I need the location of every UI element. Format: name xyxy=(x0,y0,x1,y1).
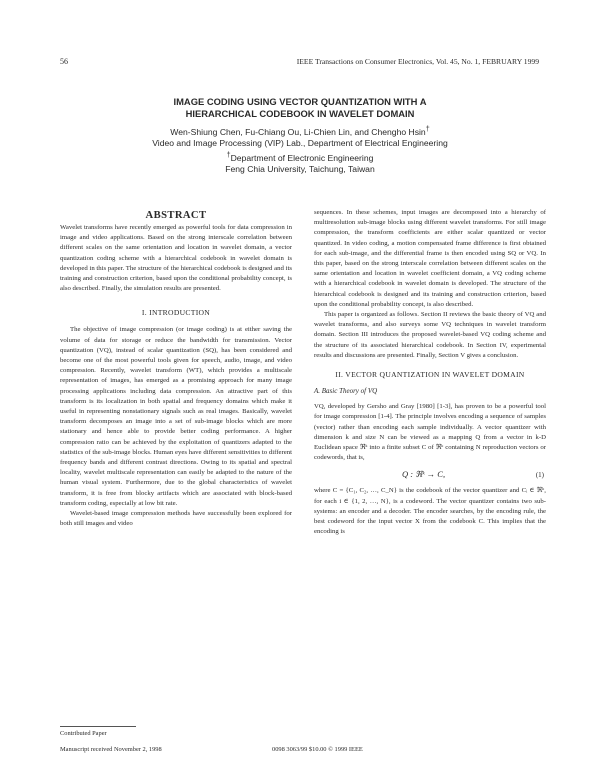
author-names: Wen-Shiung Chen, Fu-Chiang Ou, Li-Chien Lin, and Chengho Hsin xyxy=(170,126,426,137)
paper-title xyxy=(60,96,540,120)
codebook-paragraph: where C = {C₁, C₂, …, C_N} is the codebook of the vector quantizer and Cᵢ ∈ ℜᵏ, for each i ∈ {1, 2, …, N}, is a codeword. The vector quantizer contains two sub-systems: an encoder and a decoder. The encoder searches, by the encoding rule, the best codeword for the input vector X from the codebook C. This implies that the encoding is xyxy=(314,487,546,536)
dept-dagger: † xyxy=(226,150,231,159)
title-line-1: IMAGE CODING USING VECTOR QUANTIZATION WITH A xyxy=(173,96,427,107)
organization-paragraph: This paper is organized as follows. Section II reviews the basic theory of VQ and wavelet transforms, and also surveys some VQ techniques in wavelet transform domain. Section III introduces the proposed wavelet-based VQ coding scheme and the structure of its associated hierarchical codebook. In Section IV, experimental results and discussions are presented. Finally, Section V gives a conclusion. xyxy=(314,311,546,359)
affiliation-lab: Video and Image Processing (VIP) Lab., Department of Electrical Engineering xyxy=(152,138,448,149)
authors xyxy=(60,124,540,138)
page-number: 56 xyxy=(60,57,68,66)
equation-expression: Q : ℜᵏ → C, xyxy=(402,469,446,480)
author-block xyxy=(60,124,540,176)
dept-name: Department of Electronic Engineering xyxy=(230,152,374,163)
footnote-rule xyxy=(60,726,136,727)
abstract-heading: ABSTRACT xyxy=(145,210,207,221)
section1-heading: I. INTRODUCTION xyxy=(141,308,211,318)
title-line-2: HIERARCHICAL CODEBOOK IN WAVELET DOMAIN xyxy=(185,108,415,119)
intro-paragraph-2: Wavelet-based image compression methods have successfully been explored for both still images and video xyxy=(60,510,292,528)
equation-1 xyxy=(314,467,546,483)
equation-number: (1) xyxy=(535,471,544,480)
intro-paragraph-1: The objective of image compression (or image coding) is at either saving the volume of data for storage or reduce the bandwidth for transmission. Vector quantization (VQ), instead of scalar quantization (SQ), has been considered and become one of the most powerful tools given for speech, audio, image, and video compression. Recently, wavelet transform (WT), which provides a multiscale representation of images, has emerged as a promising approach for many image processing applications including data compression. An attractive part of this transform is its localization in both spatial and frequency domains which make it useful in representing nonstationary signals such as real images. Basically, wavelet transform decomposes an image into a set of sub-image blocks which are more stationary and hence able to provide better coding performance. A higher compression ratio can be achieved by the exploitation of quantizers adapted to the statistics of the sub-image blocks. Human eyes have different sensitivities to different frequency bands and different contrast directions. Owing to its spatial and spectral locality, wavelet multiscale representation can easily be adapted to the nature of the human visual system. Furthermore, due to the global characteristics of wavelet transform, it is free from blocky artifacts which are associated with block-based transform coding, especially at low bit rate. xyxy=(60,326,292,507)
journal-header: IEEE Transactions on Consumer Electronics, Vol. 45, No. 1, FEBRUARY 1999 xyxy=(296,57,539,66)
left-column xyxy=(60,210,292,529)
university: Feng Chia University, Taichung, Taiwan xyxy=(225,164,375,175)
affiliation-dept xyxy=(60,150,540,164)
author-dagger: † xyxy=(425,125,430,133)
abstract-text: Wavelet transforms have recently emerged as powerful tools for data compression in image and video applications. Based on the strong interscale correlation between different scales on the same orientation and location in wavelet domain, a vector quantization coding scheme with a hierarchical codebook in wavelet domain is developed in this paper. The structure of the hierarchical codebook is designed and its training and construction criterion, based upon the conditional probability concept, is also described. Finally, the simulation results are presented. xyxy=(60,224,292,293)
contributed-paper-note: Contributed Paper xyxy=(60,730,107,737)
subsection-a-heading: A. Basic Theory of VQ xyxy=(314,387,378,396)
copyright-code: 0098 3063/99 $10.00 © 1999 IEEE xyxy=(272,746,363,753)
vq-paragraph: VQ, developed by Gersho and Gray [1980] [1-3], has proven to be a powerful tool for image compression [1-4]. The principle involves encoding a sequence of samples (vector) rather than encoding each sample individually. A vector quantizer with dimension k and size N can be viewed as a mapping Q from a vector in k-D Euclidean space ℜᵏ into a finite subset C of ℜᵏ containing N reproduction vectors or codewords, that is, xyxy=(314,403,546,462)
manuscript-received-note: Manuscript received November 2, 1998 xyxy=(60,746,162,753)
section2-heading: II. VECTOR QUANTIZATION IN WAVELET DOMAIN xyxy=(335,370,525,380)
intro-paragraph-continued: sequences. In these schemes, input images are decomposed into a hierarchy of multiresolution sub-image blocks using different wavelet transforms. For still image compression, the transform coefficients are either scalar quantized or vector quantized. In video coding, a motion compensated frame difference is first obtained for each sub-image, and the differential frame is then encoded using SQ or VQ. In this paper, based on the strong interscale correlation between different scales on the same orientation and location in wavelet coefficient domain, a VQ coding scheme with a hierarchical codebook in wavelet domain is developed. The structure of the hierarchical codebook is designed and its training and construction criterion, based upon the conditional probability concept, is also described. xyxy=(314,209,546,308)
right-column xyxy=(314,208,546,537)
